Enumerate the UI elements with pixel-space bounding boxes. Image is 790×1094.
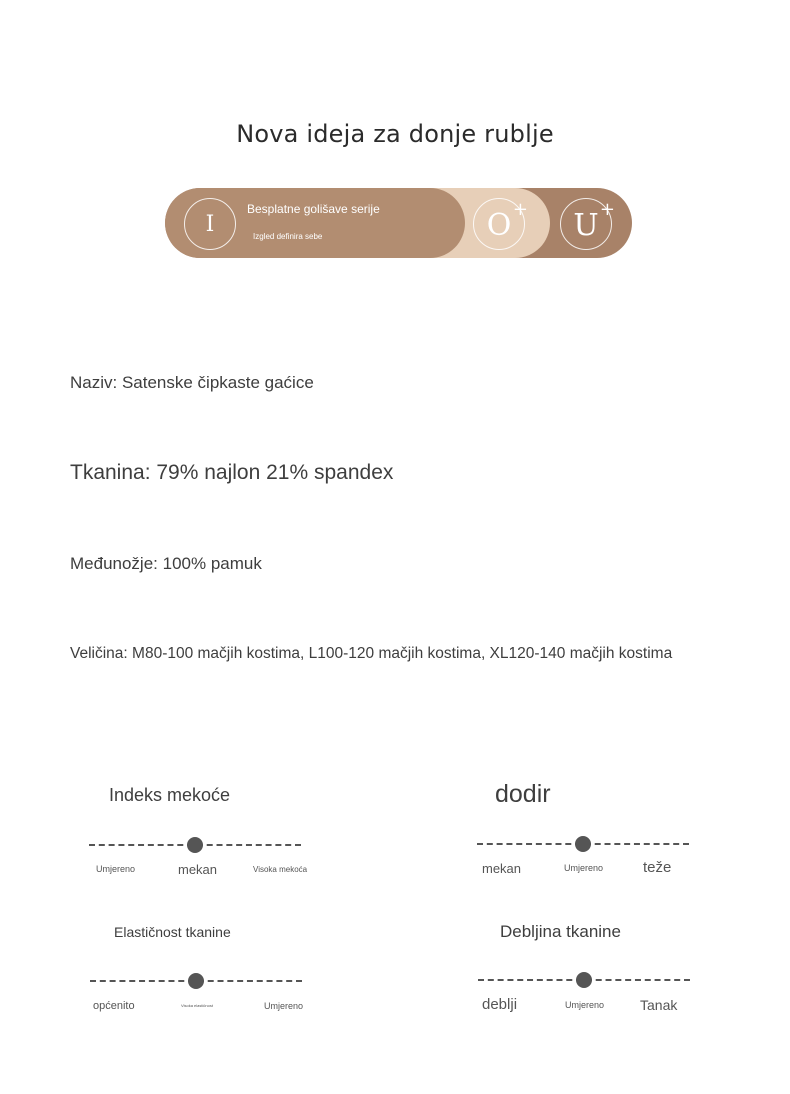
scale-label-right: Visoka mekoća <box>253 865 308 874</box>
scale-title: Debljina tkanine <box>500 922 621 941</box>
scale-marker <box>188 973 204 989</box>
scale-label-mid: Umjereno <box>565 1000 605 1010</box>
page-title: Nova ideja za donje rublje <box>236 120 554 148</box>
scale-title: dodir <box>495 780 551 808</box>
spec-name: Naziv: Satenske čipkaste gaćice <box>70 373 314 392</box>
scale-label-right: Umjereno <box>264 1001 304 1011</box>
scale-label-mid: Umjereno <box>564 863 604 873</box>
scale-label-left: deblji <box>482 996 518 1013</box>
scale-marker <box>187 837 203 853</box>
spec-fabric: Tkanina: 79% najlon 21% spandex <box>70 461 394 484</box>
scale-label-right: Tanak <box>640 997 678 1013</box>
letter-u-plus-icon: U + <box>560 198 612 250</box>
touch-scale <box>477 780 707 880</box>
scale-label-mid: Visoka elastičnost <box>181 1003 213 1008</box>
letter-i-icon: I <box>184 198 236 250</box>
scale-label-left: mekan <box>482 861 522 876</box>
banner-title: Besplatne golišave serije <box>247 202 380 216</box>
spec-size: Veličina: M80-100 mačjih kostima, L100-120 mačjih kostima, XL120-140 mačjih kostima <box>70 645 673 662</box>
scale-title: Indeks mekoće <box>109 785 231 805</box>
spec-crotch: Međunožje: 100% pamuk <box>70 554 262 573</box>
letter-o-plus-icon: O + <box>473 198 525 250</box>
feature-banner <box>165 188 632 258</box>
elasticity-scale <box>90 924 320 1024</box>
scale-label-right: teže <box>643 859 672 876</box>
scale-title: Elastičnost tkanine <box>114 924 231 940</box>
scale-label-left: općenito <box>93 1000 135 1012</box>
banner-subtitle: Izgled definira sebe <box>253 232 323 241</box>
scale-label-left: Umjereno <box>96 864 136 874</box>
scale-marker <box>576 972 592 988</box>
scale-label-mid: mekan <box>178 862 218 877</box>
softness-scale <box>89 785 319 885</box>
scale-marker <box>575 836 591 852</box>
thickness-scale <box>478 922 708 1022</box>
